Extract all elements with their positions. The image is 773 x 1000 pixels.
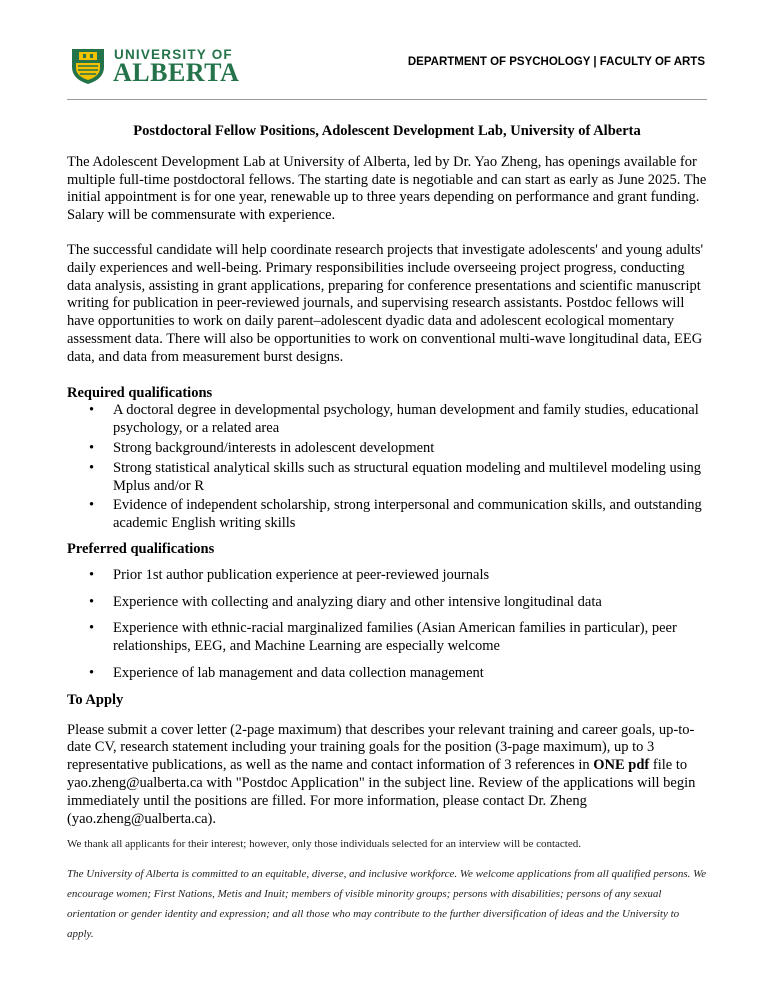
apply-heading: To Apply bbox=[67, 691, 124, 708]
preferred-heading: Preferred qualifications bbox=[67, 540, 215, 557]
header-divider bbox=[67, 99, 707, 100]
required-heading: Required qualifications bbox=[67, 384, 213, 401]
university-logo bbox=[70, 47, 240, 87]
logo-alberta: ALBERTA bbox=[113, 58, 240, 87]
apply-bold-text: ONE pdf bbox=[593, 757, 650, 774]
responsibilities-paragraph: The successful candidate will help coordinate research projects that investigate adolescents' and young adults' daily experiences and well-being. Primary responsibilities include overseeing project progress, conducting data analysis, assisting in grant applications, preparing for conference presentations and scientific manuscript writing for publication in peer-reviewed journals, and supervising research assistants. Postdoc fellows will have opportunities to work on daily parent–adolescent dyadic data and adolescent ecological momentary assessment data. There will also be opportunities to work on conventional multi-wave longitudinal data, EEG data, and data from measurement burst designs. bbox=[67, 241, 704, 365]
intro-paragraph: The Adolescent Development Lab at University of Alberta, led by Dr. Yao Zheng, has openings available for multiple full-time postdoctoral fellows. The starting date is negotiable and can start as early as June 2025. The initial appointment is for one year, renewable up to three years depending on performance and grant funding. Salary will be commensurate with experience. bbox=[67, 153, 707, 224]
list-item: • Strong statistical analytical skills such as structural equation modeling and multilevel modeling using Mplus and/or R bbox=[67, 460, 707, 496]
thanks-note: We thank all applicants for their interest; however, only those individuals selected for an interview will be contacted. bbox=[67, 838, 581, 851]
page-title: Postdoctoral Fellow Positions, Adolescent Development Lab, University of Alberta bbox=[133, 123, 641, 139]
logo-university-of: UNIVERSITY OF bbox=[114, 47, 233, 62]
preferred-list bbox=[67, 567, 707, 683]
apply-text-after: file to yao.zheng@ualberta.ca with "Postdoc Application" in the subject line. Review of the applications will begin immediately until the positions are filled. For more information, please contact Dr. Zheng (yao.zheng@ualberta.ca). bbox=[67, 757, 696, 827]
document-body bbox=[67, 115, 707, 944]
list-item: • Evidence of independent scholarship, strong interpersonal and communication skills, and outstanding academic English writing skills bbox=[67, 497, 707, 533]
list-item: • Prior 1st author publication experience at peer-reviewed journals bbox=[67, 567, 707, 585]
list-item: • Experience with ethnic-racial marginalized families (Asian American families in particular), peer relationships, EEG, and Machine Learning are especially welcome bbox=[67, 620, 707, 656]
apply-paragraph bbox=[67, 722, 707, 829]
department-heading: DEPARTMENT OF PSYCHOLOGY | FACULTY OF ARTS bbox=[407, 56, 705, 68]
apply-text-before: Please submit a cover letter (2-page maximum) that describes your relevant training and career goals, up-to-date CV, research statement including your training goals for the position (3-page maximum), up to 3 representative publications, as well as the name and contact information of 3 references in bbox=[67, 721, 695, 774]
crest-icon bbox=[70, 47, 106, 85]
list-item: • A doctoral degree in developmental psychology, human development and family studies, educational psychology, or a related area bbox=[67, 402, 707, 438]
required-list bbox=[67, 402, 707, 533]
list-item: • Experience with collecting and analyzing diary and other intensive longitudinal data bbox=[67, 594, 707, 612]
equity-statement: The University of Alberta is committed to an equitable, diverse, and inclusive workforce. We welcome applications from all qualified persons. We encourage women; First Nations, Metis and Inuit; members of visible minority groups; persons with disabilities; persons of any sexual orientation or gender identity and expression; and all those who may contribute to the further diversification of ideas and the University to apply. bbox=[67, 868, 707, 941]
list-item: • Experience of lab management and data collection management bbox=[67, 665, 707, 683]
list-item: • Strong background/interests in adolescent development bbox=[67, 440, 707, 458]
